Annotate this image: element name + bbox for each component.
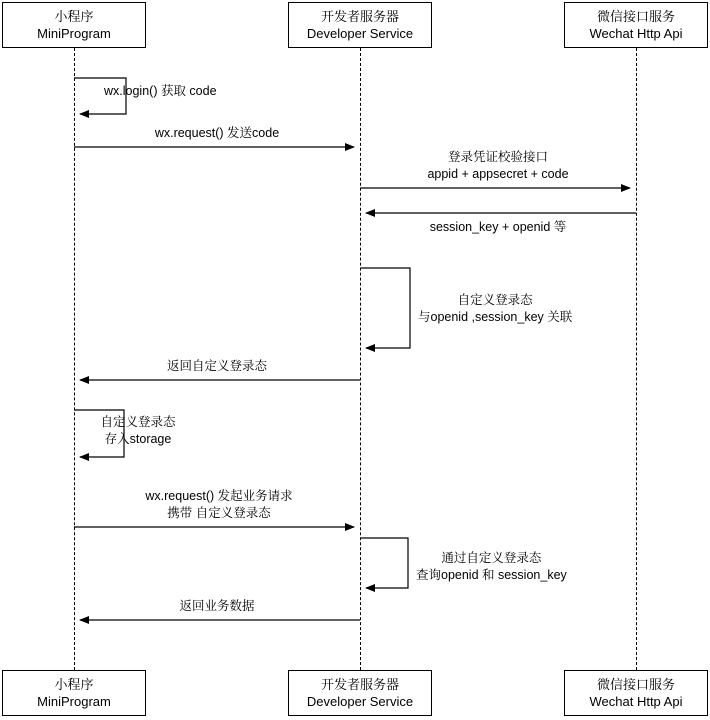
message-label-m3: [360, 149, 636, 183]
message-line1: 自定义登录态: [100, 415, 176, 429]
message-line2: 存入storage: [104, 432, 172, 446]
message-line1: wx.login() 获取 code: [104, 84, 217, 98]
actor-bottom-miniprogram: [2, 670, 146, 716]
actor-label-line2: Developer Service: [306, 26, 414, 41]
message-label-m4: [360, 219, 636, 236]
actor-label-line2: Wechat Http Api: [589, 26, 683, 41]
actor-label-line1: 微信接口服务: [596, 9, 675, 24]
message-line1: 通过自定义登录态: [441, 551, 542, 565]
actor-label-line1: 小程序: [54, 9, 94, 24]
message-label-m7: [74, 414, 202, 448]
message-line1: 自定义登录态: [457, 293, 533, 307]
message-label-m6: [74, 358, 360, 375]
message-label-m10: [74, 598, 360, 615]
actor-top-developer-service: [288, 2, 432, 48]
actor-label-line1: 开发者服务器: [320, 9, 399, 24]
message-line1: 登录凭证校验接口: [447, 150, 548, 164]
actor-label-line1: 微信接口服务: [596, 677, 675, 692]
actor-top-miniprogram: [2, 2, 146, 48]
message-label-m9: [416, 550, 567, 584]
message-label-m5: [418, 292, 572, 326]
actor-bottom-wechat-api: [564, 670, 708, 716]
message-line2: 携带 自定义登录态: [167, 506, 271, 520]
message-line1: session_key + openid 等: [429, 220, 567, 234]
actor-top-wechat-api: [564, 2, 708, 48]
actor-label-line1: 开发者服务器: [320, 677, 399, 692]
message-line2: appid + appsecret + code: [427, 167, 569, 181]
message-line2: 与openid ,session_key 关联: [418, 310, 573, 324]
message-line2: 查询openid 和 session_key: [416, 568, 567, 582]
actor-label-line2: MiniProgram: [37, 26, 111, 41]
message-line1: 返回自定义登录态: [166, 359, 267, 373]
message-label-m1: [104, 83, 217, 100]
arrow-m9: [360, 538, 408, 588]
actor-label-line2: Developer Service: [306, 694, 414, 709]
message-line1: 返回业务数据: [179, 599, 255, 613]
message-line1: wx.request() 发起业务请求: [145, 489, 293, 503]
arrow-m5: [360, 268, 410, 348]
message-line1: wx.request() 发送code: [154, 126, 280, 140]
actor-bottom-developer-service: [288, 670, 432, 716]
message-label-m8: [74, 488, 364, 522]
actor-label-line2: MiniProgram: [37, 694, 111, 709]
actor-label-line2: Wechat Http Api: [589, 694, 683, 709]
message-label-m2: [0, 125, 434, 142]
actor-label-line1: 小程序: [54, 677, 94, 692]
